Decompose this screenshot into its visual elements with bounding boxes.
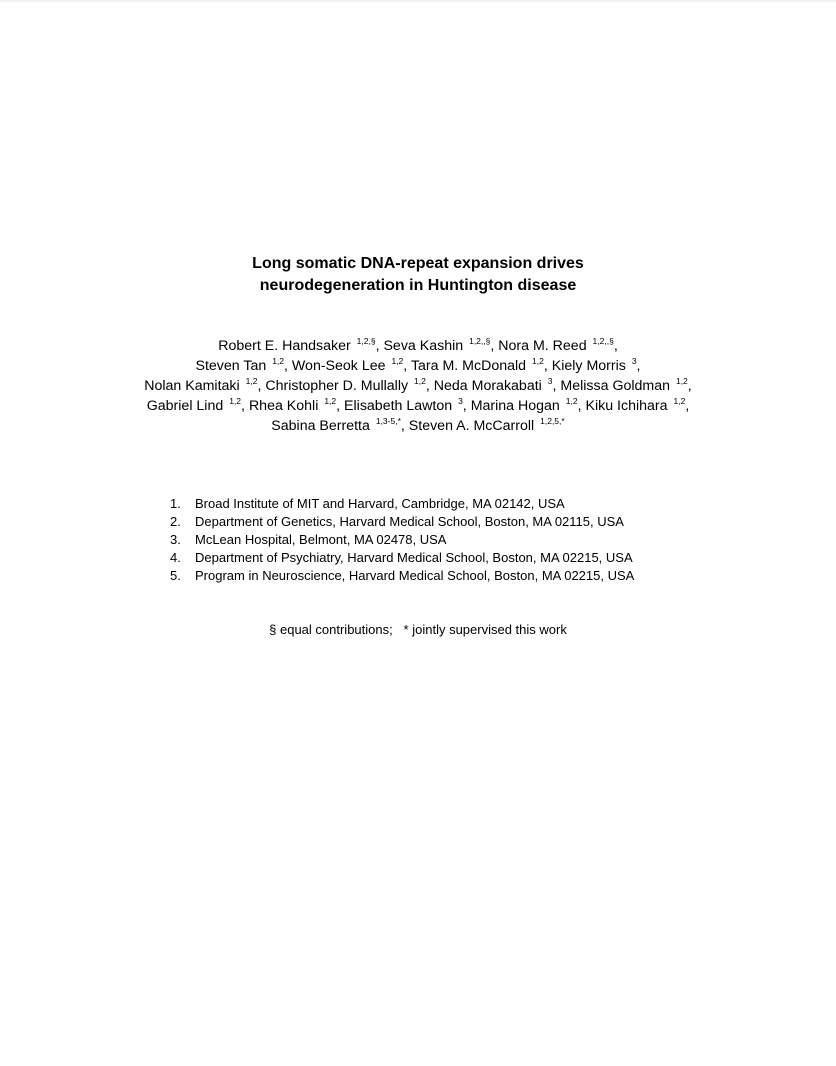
author-name: Steven A. McCarroll xyxy=(408,418,535,434)
author xyxy=(409,418,565,434)
author: Steven Tan $^{1,2}$, xyxy=(195,356,288,374)
author-affiliation-marker: 1,2 xyxy=(229,396,242,406)
affiliation-number: 2. xyxy=(170,514,181,529)
author-line xyxy=(0,376,836,396)
author-list xyxy=(0,336,836,436)
author-affiliation-marker: 3 xyxy=(547,376,553,386)
author-name: Kiku Ichihara xyxy=(585,398,668,414)
author: Seva Kashin $^{1,2,,\S}$, xyxy=(383,336,495,354)
author-line xyxy=(0,356,836,376)
affiliation-text: Department of Psychiatry, Harvard Medical School, Boston, MA 02215, USA xyxy=(195,550,633,565)
affiliation-item xyxy=(170,531,634,549)
affiliation-item xyxy=(170,567,634,585)
author-affiliation-marker: 1,2 xyxy=(673,396,686,406)
author-line xyxy=(0,396,836,416)
author-affiliation-marker: 1,2,5,* xyxy=(540,416,565,426)
author-affiliation-marker: 1,2 xyxy=(565,396,578,406)
author-affiliation-marker: 1,2 xyxy=(414,376,426,386)
author: Gabriel Lind $^{1,2}$, xyxy=(146,396,245,414)
author-affiliation-marker: 1,2 xyxy=(532,356,544,366)
author-name: Neda Morakabati xyxy=(433,378,542,394)
author-affiliation-marker: 3 xyxy=(458,396,463,406)
paper-title xyxy=(0,253,836,297)
author-name: Nolan Kamitaki xyxy=(144,378,240,394)
author-name: Marina Hogan xyxy=(470,398,560,414)
author-name: Sabina Berretta xyxy=(271,418,370,434)
author-name: Christopher D. Mullally xyxy=(265,378,409,394)
author: Neda Morakabati $^3$, xyxy=(433,376,557,394)
author: Tara M. McDonald $^{1,2}$, xyxy=(410,356,548,374)
author-affiliation-marker: 1,2 xyxy=(675,376,688,386)
author: Marina Hogan $^{1,2}$, xyxy=(470,396,582,414)
affiliation-text: Department of Genetics, Harvard Medical School, Boston, MA 02115, USA xyxy=(195,514,624,529)
author-name: Nora M. Reed xyxy=(498,338,587,354)
affiliation-item xyxy=(170,549,634,567)
author: Nolan Kamitaki $^{1,2}$, xyxy=(144,376,262,394)
author-name: Seva Kashin xyxy=(383,338,464,354)
author-line xyxy=(0,336,836,356)
author-name: Won-Seok Lee xyxy=(291,358,386,374)
author-affiliation-marker: 1,2 xyxy=(324,396,337,406)
author-affiliation-marker: 1,2,,§ xyxy=(469,336,491,346)
author: Robert E. Handsaker $^{1,2,\S}$, xyxy=(218,336,380,354)
affiliation-number: 4. xyxy=(170,550,181,565)
author: Melissa Goldman $^{1,2}$, xyxy=(560,376,692,394)
title-line-2: neurodegeneration in Huntington disease xyxy=(259,277,577,294)
affiliation-list xyxy=(170,495,634,585)
affiliation-item xyxy=(170,513,634,531)
author: Elisabeth Lawton $^3$, xyxy=(344,396,467,414)
author: Kiely Morris $^3$, xyxy=(551,356,641,374)
author: Won-Seok Lee $^{1,2}$, xyxy=(291,356,408,374)
page-top-edge xyxy=(0,0,836,2)
author-affiliation-marker: 1,2,§ xyxy=(356,336,376,346)
affiliation-text: Program in Neuroscience, Harvard Medical School, Boston, MA 02215, USA xyxy=(195,568,635,583)
author-name: Gabriel Lind xyxy=(146,398,224,414)
affiliation-number: 5. xyxy=(170,568,181,583)
author: Sabina Berretta $^{1,3-5,*}$, xyxy=(271,416,405,434)
affiliation-text: Broad Institute of MIT and Harvard, Cambridge, MA 02142, USA xyxy=(195,496,565,511)
author-affiliation-marker: 1,2 xyxy=(272,356,285,366)
affiliation-number: 3. xyxy=(170,532,181,547)
author-affiliation-marker: 1,2,,§ xyxy=(592,336,614,346)
author-name: Elisabeth Lawton xyxy=(344,398,453,414)
author: Kiku Ichihara $^{1,2}$, xyxy=(585,396,690,414)
affiliation-number: 1. xyxy=(170,496,181,511)
author: Nora M. Reed $^{1,2,,\S}$, xyxy=(498,336,618,354)
author-name: Tara M. McDonald xyxy=(410,358,527,374)
affiliation-item xyxy=(170,495,634,513)
author-name: Melissa Goldman xyxy=(560,378,671,394)
author-name: Kiely Morris xyxy=(551,358,626,374)
author: Rhea Kohli $^{1,2}$, xyxy=(248,396,341,414)
affiliation-text: McLean Hospital, Belmont, MA 02478, USA xyxy=(195,532,447,547)
author-affiliation-marker: 3 xyxy=(631,356,637,366)
contribution-footnote: § equal contributions; * jointly supervised this work xyxy=(269,622,567,637)
author-name: Steven Tan xyxy=(195,358,267,374)
author-affiliation-marker: 1,3-5,* xyxy=(375,416,401,426)
author-affiliation-marker: 1,2 xyxy=(391,356,404,366)
author-name: Robert E. Handsaker xyxy=(218,338,351,354)
author-affiliation-marker: 1,2 xyxy=(245,376,258,386)
author-name: Rhea Kohli xyxy=(248,398,319,414)
author-line xyxy=(0,416,836,436)
title-line-1: Long somatic DNA-repeat expansion drives xyxy=(252,255,584,272)
author: Christopher D. Mullally $^{1,2}$, xyxy=(265,376,430,394)
